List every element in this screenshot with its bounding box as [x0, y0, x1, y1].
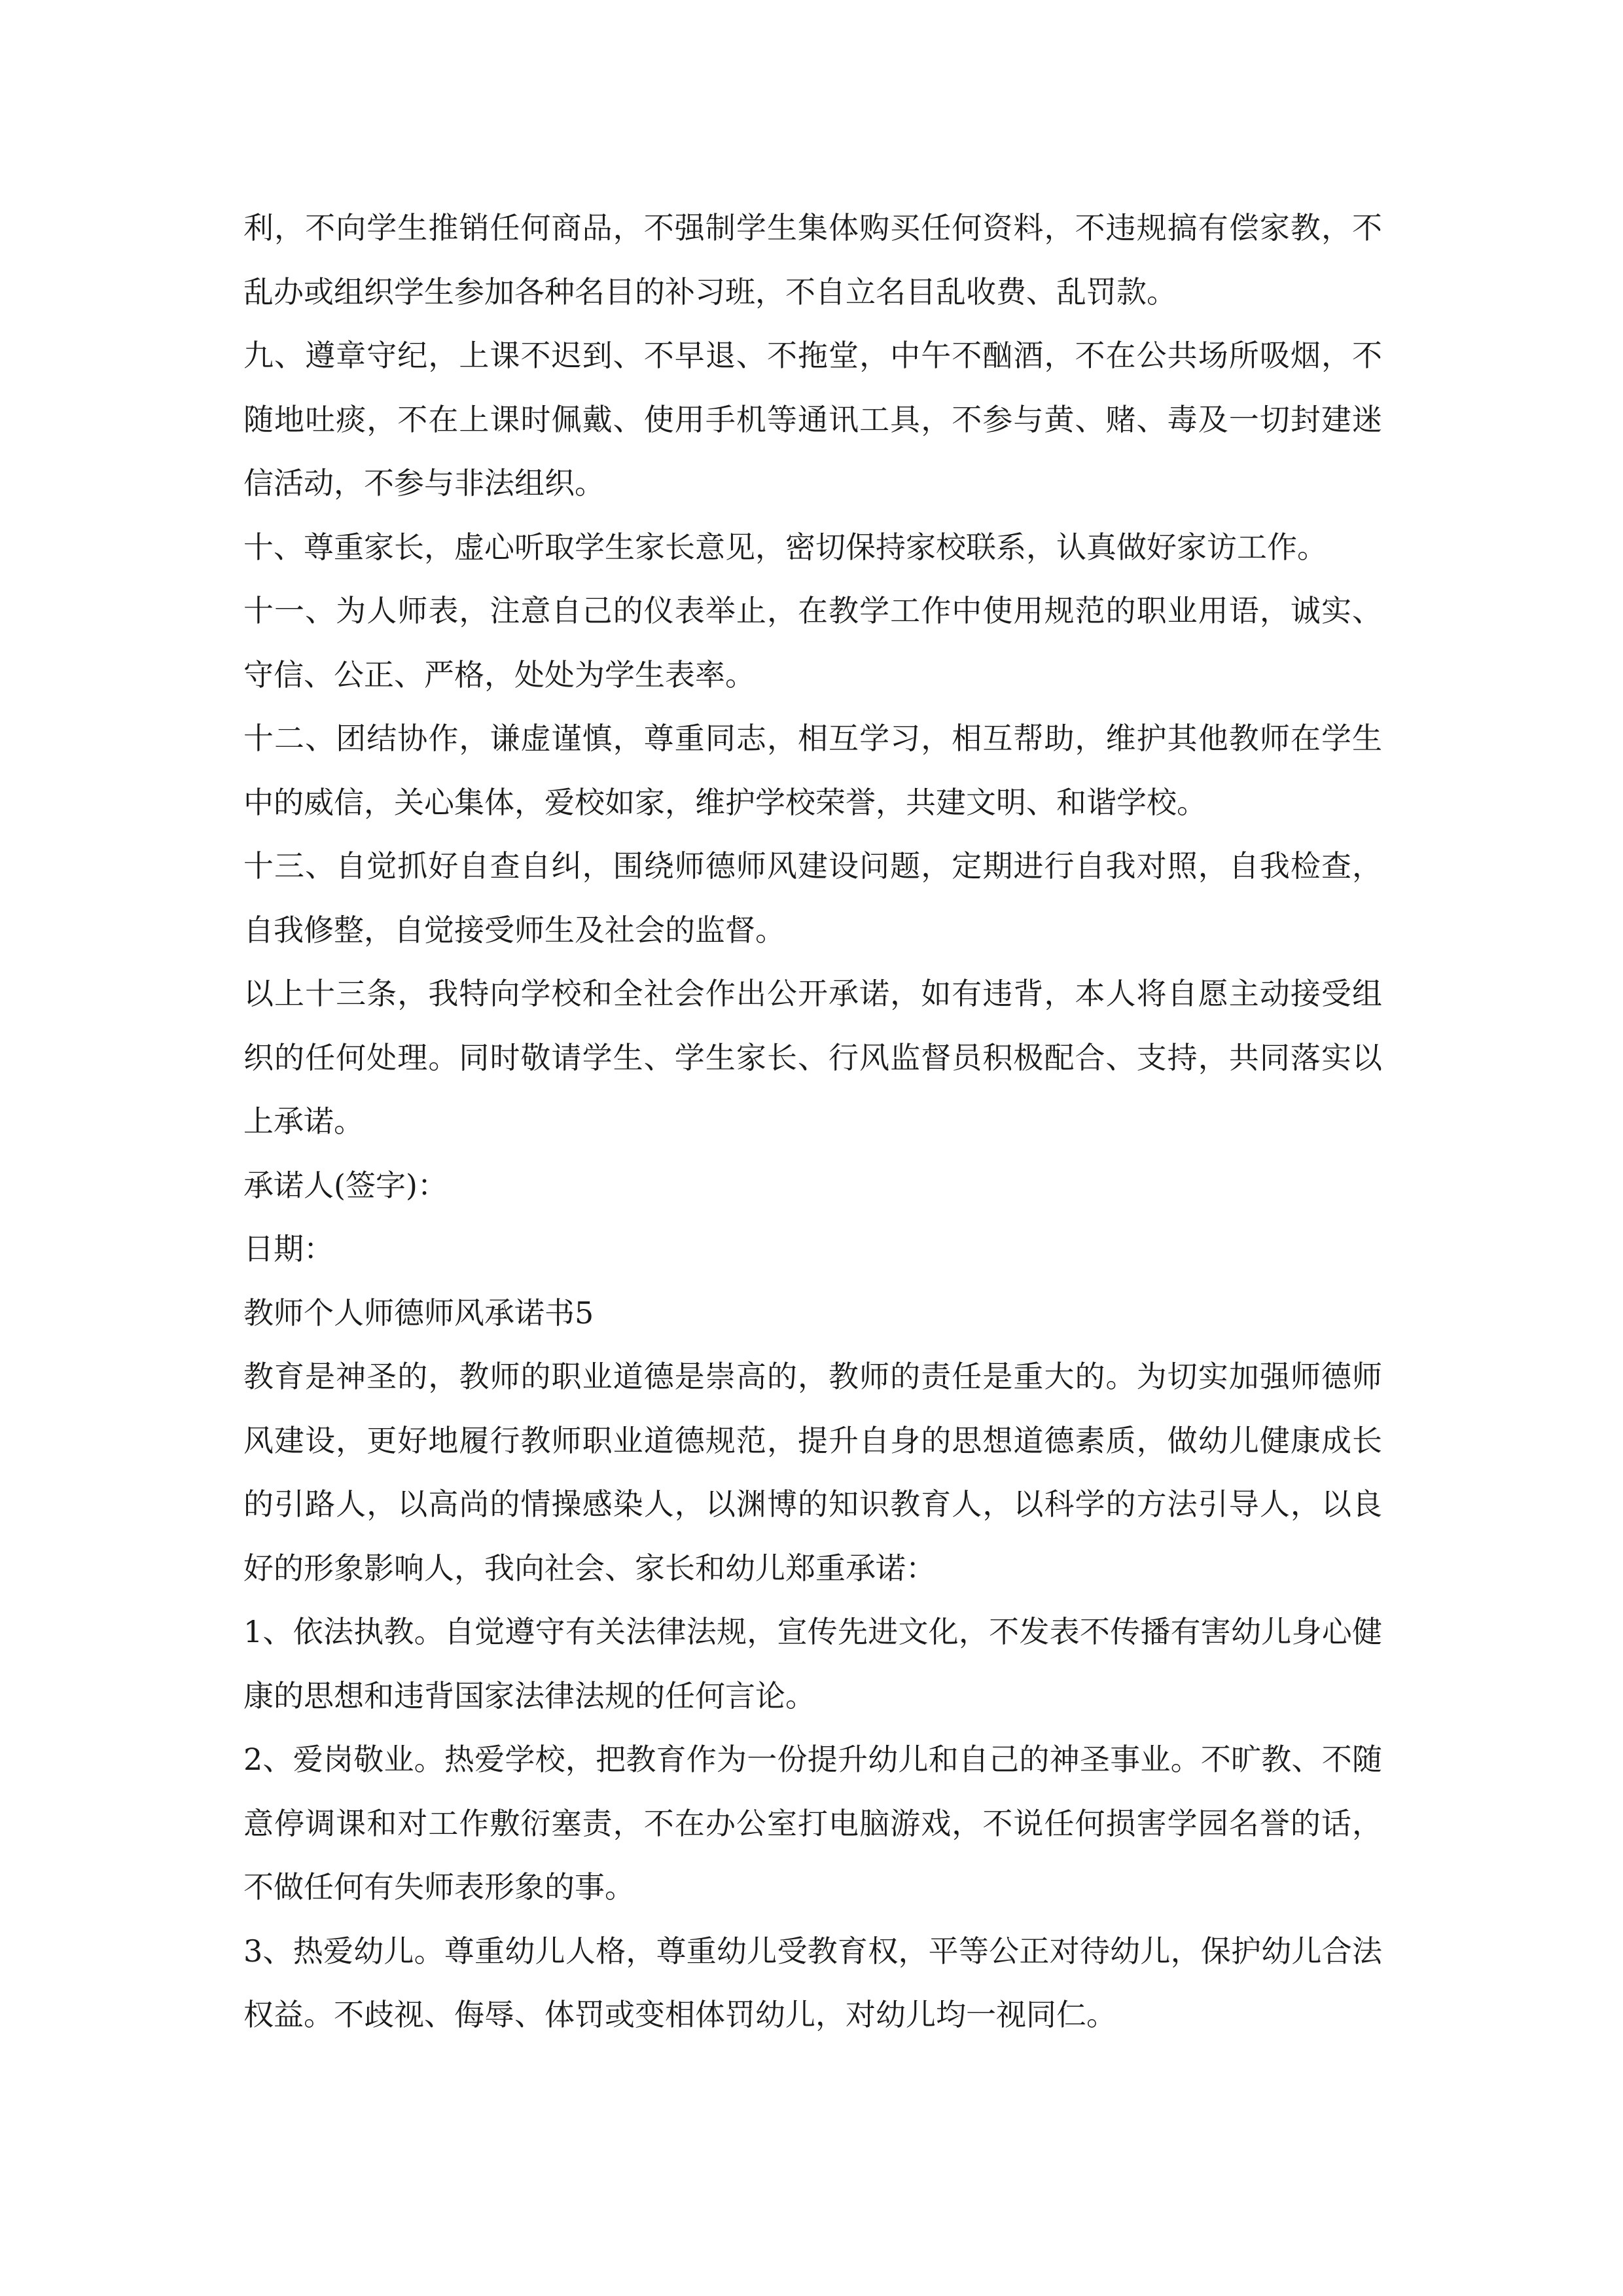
section-title: 教师个人师德师风承诺书5	[243, 1295, 594, 1331]
paragraph-commitment-statement: 以上十三条，我特向学校和全社会作出公开承诺，如有违背，本人将自愿主动接受组织的任何处理。同时敬请学生、学生家长、行风监督员积极配合、支持，共同落实以上承诺。	[243, 976, 1382, 1139]
paragraph-intro: 教育是神圣的，教师的职业道德是崇高的，教师的责任是重大的。为切实加强师德师风建设，更好地履行教师职业道德规范，提升自身的思想道德素质，做幼儿健康成长的引路人，以高尚的情操感染人，以渊博的知识教育人，以科学的方法引导人，以良好的形象影响人，我向社会、家长和幼儿郑重承诺：	[243, 1359, 1382, 1586]
paragraph-item-1: 1、依法执教。自觉遵守有关法律法规，宣传先进文化，不发表不传播有害幼儿身心健康的思想和违背国家法律法规的任何言论。	[243, 1614, 1382, 1713]
paragraph-rule-12: 十二、团结协作，谦虚谨慎，尊重同志，相互学习，相互帮助，维护其他教师在学生中的威信，关心集体，爱校如家，维护学校荣誉，共建文明、和谐学校。	[243, 721, 1382, 820]
paragraph-rule-11: 十一、为人师表，注意自己的仪表举止，在教学工作中使用规范的职业用语，诚实、守信、公正、严格，处处为学生表率。	[243, 593, 1382, 692]
paragraph-item-3: 3、热爱幼儿。尊重幼儿人格，尊重幼儿受教育权，平等公正对待幼儿，保护幼儿合法权益。不歧视、侮辱、体罚或变相体罚幼儿，对幼儿均一视同仁。	[243, 1933, 1382, 2032]
paragraph-rule-9: 九、遵章守纪，上课不迟到、不早退、不拖堂，中午不酗酒，不在公共场所吸烟，不随地吐痰，不在上课时佩戴、使用手机等通讯工具，不参与黄、赌、毒及一切封建迷信活动，不参与非法组织。	[243, 338, 1382, 501]
document-body	[243, 196, 1382, 2047]
signature-line: 承诺人(签字)：	[243, 1167, 448, 1203]
paragraph-rule-10: 十、尊重家长，虚心听取学生家长意见，密切保持家校联系，认真做好家访工作。	[243, 529, 1327, 565]
date-line: 日期：	[243, 1231, 334, 1266]
paragraph-item-2: 2、爱岗敬业。热爱学校，把教育作为一份提升幼儿和自己的神圣事业。不旷教、不随意停调课和对工作敷衍塞责，不在办公室打电脑游戏，不说任何损害学园名誉的话，不做任何有失师表形象的事。	[243, 1742, 1382, 1905]
paragraph-rule-13: 十三、自觉抓好自查自纠，围绕师德师风建设问题，定期进行自我对照，自我检查，自我修整，自觉接受师生及社会的监督。	[243, 848, 1382, 948]
paragraph-rule-8-continued: 利，不向学生推销任何商品，不强制学生集体购买任何资料，不违规搞有偿家教，不乱办或组织学生参加各种名目的补习班，不自立名目乱收费、乱罚款。	[243, 210, 1382, 310]
